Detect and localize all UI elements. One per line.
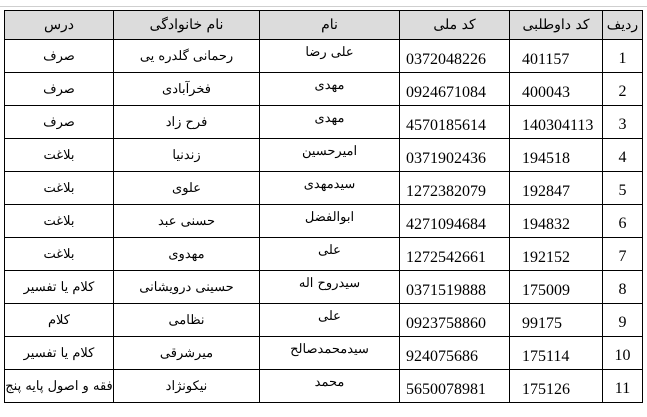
cell-radif-text: 11 [614, 380, 631, 397]
cell-nam-khanevadegi [114, 106, 260, 139]
cell-nam-khanevadegi [114, 73, 260, 106]
cell-nam-khanevadegi-text: علوی [172, 180, 201, 196]
cell-dars [5, 370, 114, 403]
cell-kod-melli [400, 205, 510, 238]
cell-radif-text: 3 [618, 116, 627, 133]
cell-nam [260, 337, 400, 370]
cell-dars-text: بلاغت [43, 213, 75, 229]
cell-radif [603, 238, 643, 271]
cell-nam [260, 139, 400, 172]
cell-dars [5, 40, 114, 73]
candidates-table [4, 10, 643, 403]
table-row [5, 73, 643, 106]
cell-kod-melli [400, 337, 510, 370]
page-top-border [0, 0, 647, 7]
cell-nam [260, 106, 400, 139]
cell-nam [260, 40, 400, 73]
table-row [5, 172, 643, 205]
cell-radif-text: 9 [618, 314, 627, 331]
cell-kod-davtalabi [510, 304, 603, 337]
cell-kod-melli [400, 73, 510, 106]
cell-kod-melli-text: 4271094684 [406, 216, 486, 233]
header-kod-melli: کد ملی [400, 11, 510, 40]
cell-nam-khanevadegi [114, 271, 260, 304]
cell-nam-text: ابوالفضل [304, 210, 355, 225]
cell-nam-text: سیدمهدی [303, 177, 356, 192]
table-row [5, 205, 643, 238]
cell-kod-davtalabi-text: 140304113 [522, 117, 594, 134]
cell-kod-melli [400, 271, 510, 304]
cell-radif [603, 337, 643, 370]
cell-nam-khanevadegi [114, 40, 260, 73]
cell-kod-davtalabi [510, 238, 603, 271]
table-body [5, 40, 643, 403]
cell-nam-text: علی [318, 309, 341, 324]
cell-nam-khanevadegi-text: رحمانی گلدره یی [139, 48, 234, 64]
table-header-row [5, 11, 643, 40]
cell-nam [260, 238, 400, 271]
cell-radif [603, 370, 643, 403]
cell-nam [260, 205, 400, 238]
cell-radif-text: 4 [618, 149, 627, 166]
cell-nam [260, 73, 400, 106]
cell-radif-text: 1 [618, 50, 627, 67]
cell-kod-melli [400, 172, 510, 205]
cell-dars [5, 271, 114, 304]
header-nam: نام [260, 11, 400, 40]
cell-dars-text: صرف [43, 48, 75, 64]
cell-nam-khanevadegi-text: نظامی [168, 312, 205, 328]
cell-nam-text: علی [318, 243, 341, 258]
cell-kod-davtalabi-text: 400043 [522, 84, 570, 101]
cell-nam-text: سیدروح اله [298, 276, 361, 291]
cell-kod-melli [400, 304, 510, 337]
cell-dars-text: کلام یا تفسیر [23, 279, 95, 295]
cell-kod-davtalabi [510, 271, 603, 304]
cell-nam [260, 370, 400, 403]
cell-kod-davtalabi [510, 73, 603, 106]
cell-kod-davtalabi-text: 175126 [522, 381, 570, 398]
cell-kod-davtalabi-text: 194832 [522, 216, 570, 233]
cell-kod-davtalabi-text: 192152 [522, 249, 570, 266]
cell-radif-text: 6 [618, 215, 627, 232]
cell-kod-melli-text: 1272382079 [406, 183, 486, 200]
cell-nam-khanevadegi-text: میرشرقی [159, 345, 214, 361]
cell-dars [5, 238, 114, 271]
cell-nam-khanevadegi-text: زندنیا [172, 147, 201, 163]
cell-kod-melli-text: 0371902436 [406, 150, 486, 167]
cell-dars-text: کلام یا تفسیر [23, 345, 95, 361]
cell-radif [603, 40, 643, 73]
cell-nam [260, 172, 400, 205]
table-row [5, 238, 643, 271]
cell-kod-davtalabi-text: 192847 [522, 183, 570, 200]
cell-dars-text: بلاغت [43, 246, 75, 262]
cell-dars [5, 304, 114, 337]
cell-dars-text: بلاغت [43, 180, 75, 196]
cell-kod-melli [400, 370, 510, 403]
cell-nam-khanevadegi [114, 205, 260, 238]
cell-kod-davtalabi-text: 99175 [522, 315, 562, 332]
cell-kod-melli [400, 139, 510, 172]
table-row [5, 139, 643, 172]
cell-dars-text: کلام [48, 312, 70, 328]
cell-kod-davtalabi-text: 194518 [522, 150, 570, 167]
cell-nam-khanevadegi-text: حسینی درویشانی [139, 279, 234, 295]
cell-dars [5, 205, 114, 238]
cell-nam-khanevadegi [114, 337, 260, 370]
cell-radif [603, 139, 643, 172]
cell-kod-melli [400, 40, 510, 73]
cell-nam-text: مهدی [314, 111, 345, 126]
cell-kod-davtalabi-text: 175114 [522, 348, 570, 365]
cell-radif-text: 7 [618, 248, 627, 265]
cell-nam-text: مهدی [314, 78, 345, 93]
cell-kod-melli-text: 0924671084 [406, 84, 486, 101]
cell-radif [603, 172, 643, 205]
cell-radif [603, 271, 643, 304]
cell-dars [5, 73, 114, 106]
cell-kod-davtalabi [510, 139, 603, 172]
cell-dars-text: فقه و اصول پایه پنج [5, 378, 113, 394]
cell-kod-davtalabi [510, 172, 603, 205]
cell-nam-khanevadegi-text: فرح زاد [165, 114, 208, 130]
cell-kod-davtalabi [510, 337, 603, 370]
cell-radif-text: 5 [618, 182, 627, 199]
cell-nam-khanevadegi [114, 172, 260, 205]
cell-kod-davtalabi-text: 401157 [522, 51, 570, 68]
cell-radif [603, 205, 643, 238]
table-row [5, 271, 643, 304]
cell-dars [5, 139, 114, 172]
table-row [5, 304, 643, 337]
cell-kod-melli-text: 4570185614 [406, 117, 486, 134]
cell-kod-melli [400, 238, 510, 271]
cell-radif [603, 304, 643, 337]
cell-kod-davtalabi [510, 370, 603, 403]
cell-radif-text: 2 [618, 83, 627, 100]
cell-nam-text: علی رضا [305, 45, 354, 60]
table-row [5, 370, 643, 403]
cell-kod-melli-text: 924075686 [406, 348, 478, 365]
cell-kod-melli-text: 0923758860 [406, 315, 486, 332]
cell-nam-khanevadegi [114, 238, 260, 271]
cell-dars [5, 337, 114, 370]
header-radif: ردیف [603, 11, 643, 40]
cell-kod-melli-text: 5650078981 [406, 381, 486, 398]
cell-nam-text: محمد [314, 375, 345, 390]
cell-kod-melli-text: 0372048226 [406, 51, 486, 68]
cell-nam-text: سیدمحمدصالح [290, 342, 369, 357]
cell-dars-text: صرف [43, 81, 75, 97]
cell-kod-davtalabi-text: 175009 [522, 282, 570, 299]
cell-radif [603, 106, 643, 139]
cell-kod-melli [400, 106, 510, 139]
cell-nam [260, 304, 400, 337]
cell-dars [5, 172, 114, 205]
cell-nam [260, 271, 400, 304]
header-dars: درس [5, 11, 114, 40]
table-row [5, 40, 643, 73]
header-nam-khanevadegi: نام خانوادگی [114, 11, 260, 40]
cell-nam-khanevadegi [114, 370, 260, 403]
cell-nam-khanevadegi-text: نیکونژاد [165, 378, 208, 394]
cell-dars-text: بلاغت [43, 147, 75, 163]
cell-kod-davtalabi [510, 40, 603, 73]
cell-nam-khanevadegi-text: فخرآبادی [162, 81, 211, 97]
cell-kod-melli-text: 1272542661 [406, 249, 486, 266]
cell-kod-melli-text: 0371519888 [406, 282, 486, 299]
cell-radif [603, 73, 643, 106]
cell-dars [5, 106, 114, 139]
table-row [5, 337, 643, 370]
cell-radif-text: 10 [614, 347, 631, 364]
cell-nam-khanevadegi-text: مهدوی [168, 246, 205, 262]
table-row [5, 106, 643, 139]
cell-kod-davtalabi [510, 106, 603, 139]
cell-dars-text: صرف [43, 114, 75, 130]
cell-nam-khanevadegi-text: حسنی عبد [157, 213, 216, 229]
cell-radif-text: 8 [618, 281, 627, 298]
cell-kod-davtalabi [510, 205, 603, 238]
header-kod-davtalabi: کد داوطلبی [510, 11, 603, 40]
cell-nam-khanevadegi [114, 139, 260, 172]
cell-nam-text: امیرحسین [301, 144, 358, 159]
cell-nam-khanevadegi [114, 304, 260, 337]
